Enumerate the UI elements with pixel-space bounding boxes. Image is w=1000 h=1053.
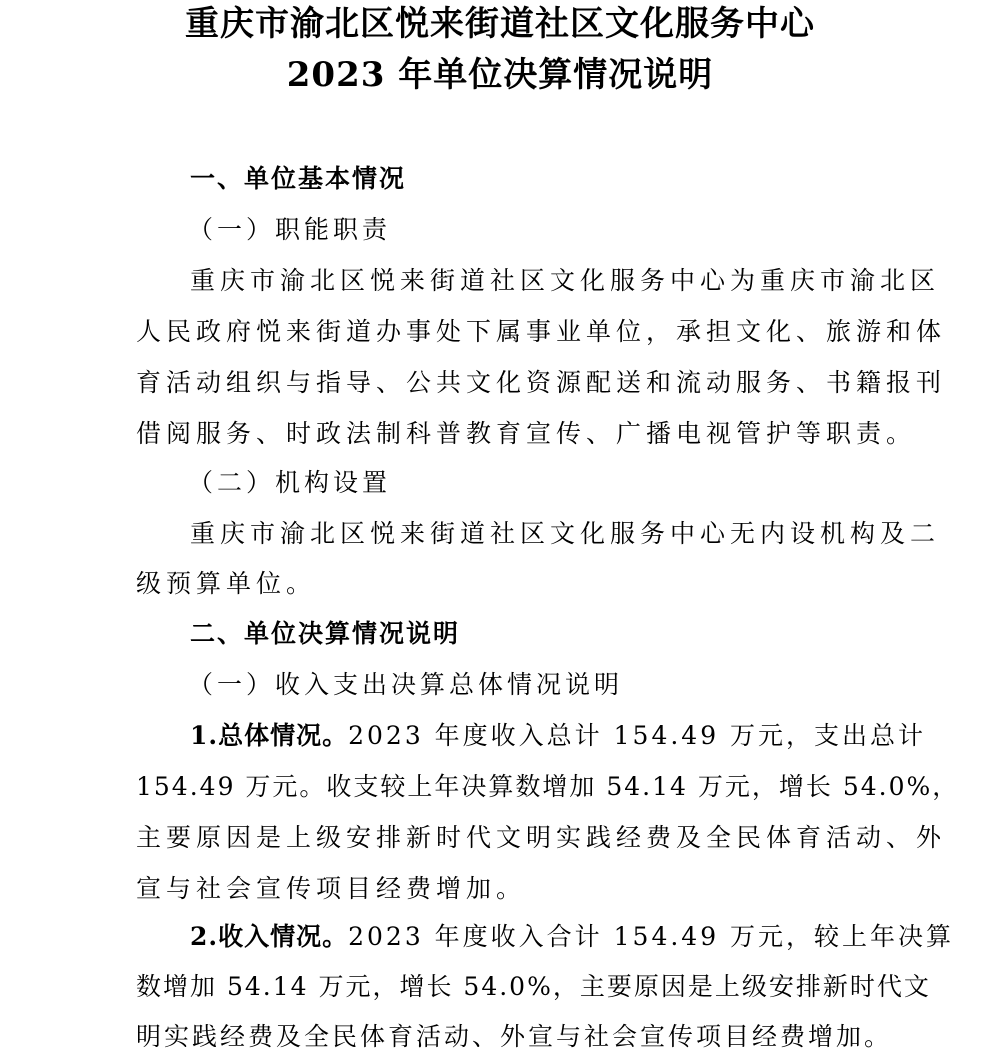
- paragraph-line: 重庆市渝北区悦来街道社区文化服务中心为重庆市渝北区: [190, 266, 941, 295]
- paragraph-lead: 2.收入情况。: [190, 922, 349, 951]
- paragraph-text: 2023 年度收入总计 154.49 万元，支出总计: [348, 721, 927, 750]
- paragraph-line: 重庆市渝北区悦来街道社区文化服务中心无内设机构及二: [190, 519, 941, 548]
- paragraph-line: 明实践经费及全民体育活动、外宣与社会宣传项目经费增加。: [136, 1022, 893, 1051]
- paragraph-line: 宣与社会宣传项目经费增加。: [136, 874, 527, 903]
- paragraph-line: 育活动组织与指导、公共文化资源配送和流动服务、书籍报刊: [136, 368, 947, 397]
- section-1-sub-2-heading: （二）机构设置: [188, 468, 392, 497]
- paragraph-line: 数增加 54.14 万元，增长 54.0%，主要原因是上级安排新时代文: [136, 972, 931, 1001]
- section-2-heading: 二、单位决算情况说明: [190, 619, 461, 648]
- section-2-sub-1-heading: （一）收入支出决算总体情况说明: [188, 670, 624, 699]
- paragraph-line: 154.49 万元。收支较上年决算数增加 54.14 万元，增长 54.0%，: [136, 772, 960, 801]
- paragraph-first-line: [190, 921, 954, 953]
- paragraph-line: 级预算单位。: [136, 569, 317, 598]
- document-title-line-1: 重庆市渝北区悦来街道社区文化服务中心: [185, 4, 815, 44]
- paragraph-line: 主要原因是上级安排新时代文明实践经费及全民体育活动、外: [136, 823, 947, 852]
- document-title-line-2: 2023 年单位决算情况说明: [286, 55, 714, 95]
- paragraph-line: 人民政府悦来街道办事处下属事业单位，承担文化、旅游和体: [136, 317, 947, 346]
- paragraph-lead: 1.总体情况。: [190, 721, 349, 750]
- paragraph-line: 借阅服务、时政法制科普教育宣传、广播电视管护等职责。: [136, 419, 917, 448]
- paragraph-first-line: [190, 720, 926, 752]
- section-1-heading: 一、单位基本情况: [190, 164, 407, 193]
- paragraph-text: 2023 年度收入合计 154.49 万元，较上年决算: [348, 922, 955, 951]
- section-1-sub-1-heading: （一）职能职责: [188, 215, 392, 244]
